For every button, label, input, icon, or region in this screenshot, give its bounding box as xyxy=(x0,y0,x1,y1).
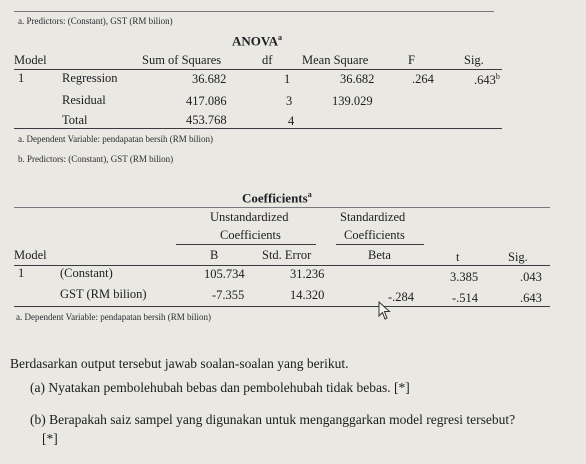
anova-footnote-b: b. Predictors: (Constant), GST (RM bilion) xyxy=(18,154,174,164)
coef-header-beta: Beta xyxy=(368,248,391,262)
row-label: Residual xyxy=(62,93,106,107)
coef-header-b: B xyxy=(210,248,219,262)
model-number: 1 xyxy=(18,71,25,85)
question-part-a: (a) Nyatakan pembolehubah bebas dan pembolehubah tidak bebas. [*] xyxy=(30,380,410,395)
unstandardized-coeff-label: Coefficients xyxy=(220,228,281,242)
row-label: (Constant) xyxy=(60,266,113,280)
coefficients-top-rule xyxy=(14,207,550,208)
cell-b: 105.734 xyxy=(204,267,245,281)
coef-bottom-rule xyxy=(14,306,550,307)
standardized-label: Standardized xyxy=(340,210,406,224)
cell-sig: .043 xyxy=(520,270,542,284)
question-part-b: (b) Berapakah saiz sampel yang digunakan untuk menganggarkan model regresi tersebut? xyxy=(30,412,516,427)
cell-t: 3.385 xyxy=(450,270,479,284)
row-label: Regression xyxy=(62,71,118,85)
cell-t: -.514 xyxy=(452,291,479,305)
anova-header-ss: Sum of Squares xyxy=(142,53,222,67)
coef-header-se: Std. Error xyxy=(262,248,312,262)
anova-title: ANOVA$^a$ xyxy=(232,33,282,49)
standardized-coeff-label: Coefficients xyxy=(344,228,405,242)
question-part-b-marks: [*] xyxy=(42,431,58,446)
cell-beta: -.284 xyxy=(388,290,415,304)
cell-se: 14.320 xyxy=(290,288,325,302)
row-label: Total xyxy=(62,113,88,127)
cell-df: 1 xyxy=(284,72,291,86)
anova-header-sig: Sig. xyxy=(464,53,484,67)
predictors-note: a. Predictors: (Constant), GST (RM bilion) xyxy=(18,16,173,26)
model-number: 1 xyxy=(18,266,25,280)
question-intro: Berdasarkan output tersebut jawab soalan-soalan yang berikut. xyxy=(10,356,349,371)
anova-header-model: Model xyxy=(14,53,47,67)
cell-se: 31.236 xyxy=(290,267,325,281)
coef-header-t: t xyxy=(456,250,460,264)
anova-header-f: F xyxy=(408,53,415,67)
cell-ss: 453.768 xyxy=(186,113,227,127)
row-label: GST (RM bilion) xyxy=(60,287,147,301)
unstd-group-rule xyxy=(176,244,316,245)
top-rule xyxy=(14,11,494,12)
coef-header-sig: Sig. xyxy=(508,250,528,264)
coef-header-model: Model xyxy=(14,248,47,262)
cell-sig: .643$^b$ xyxy=(474,72,500,88)
unstandardized-label: Unstandardized xyxy=(210,210,289,224)
cell-ss: 36.682 xyxy=(192,72,227,86)
anova-header-rule xyxy=(14,69,502,70)
cell-sig: .643 xyxy=(520,291,542,305)
mouse-cursor-icon xyxy=(378,301,392,321)
std-group-rule xyxy=(336,244,424,245)
coef-footnote: a. Dependent Variable: pendapatan bersih (RM bilion) xyxy=(16,312,212,322)
anova-footnote-a: a. Dependent Variable: pendapatan bersih (RM bilion) xyxy=(18,134,214,144)
anova-bottom-rule xyxy=(14,128,502,129)
cell-f: .264 xyxy=(412,72,434,86)
anova-header-ms: Mean Square xyxy=(302,53,369,67)
cell-ms: 139.029 xyxy=(332,94,373,108)
cell-df: 4 xyxy=(288,114,295,128)
anova-header-df: df xyxy=(262,53,273,67)
cell-ms: 36.682 xyxy=(340,72,375,86)
cell-b: -7.355 xyxy=(212,288,245,302)
coefficients-title: Coefficients$^a$ xyxy=(242,190,312,206)
cell-df: 3 xyxy=(286,94,293,108)
cell-ss: 417.086 xyxy=(186,94,227,108)
